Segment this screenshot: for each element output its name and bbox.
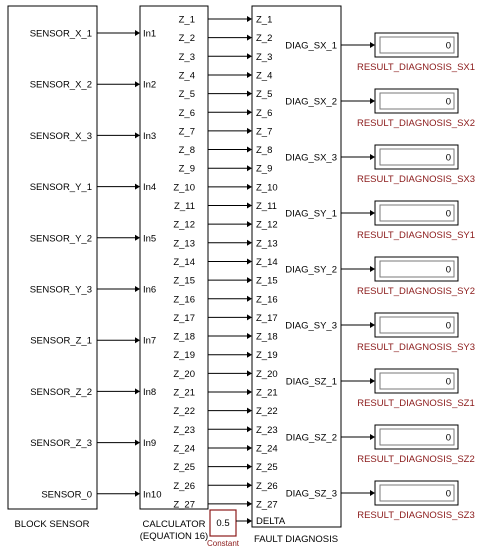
diag-arrow [370,98,375,104]
fault-output-label: DIAG_SX_3 [285,152,337,164]
display-value: 0 [445,152,451,164]
fault-input-label: Z_22 [256,406,278,418]
z-arrow [247,389,252,395]
calculator-output-label: Z_17 [173,312,195,324]
block-calculator-label-1: CALCULATOR [142,519,206,530]
display-name: RESULT_DIAGNOSIS_SY1 [356,230,476,241]
display-name: RESULT_DIAGNOSIS_SZ3 [357,510,475,521]
display-value: 0 [445,40,451,52]
z-arrow [247,314,252,320]
fault-input-label: Z_27 [256,499,278,511]
calculator-output-label: Z_27 [173,499,195,511]
constant-label: Constant [206,539,240,548]
fault-input-label: Z_12 [256,219,278,231]
calculator-input-label: In1 [143,28,157,40]
z-arrow [247,165,252,171]
calculator-output-label: Z_16 [173,294,195,306]
sensor-arrow [135,388,140,394]
sensor-port-label: SENSOR_X_2 [29,79,92,91]
calculator-output-label: Z_15 [173,275,195,287]
display-value: 0 [445,488,451,500]
calculator-output-label: Z_14 [173,256,195,268]
fault-input-label: Z_16 [256,294,278,306]
fault-input-label: Z_19 [256,350,278,362]
z-arrow [247,333,252,339]
z-arrow [247,240,252,246]
fault-output-label: DIAG_SY_1 [285,208,337,220]
fault-output-label: DIAG_SZ_3 [285,488,337,500]
fault-input-label: Z_25 [256,462,278,474]
diag-arrow [370,266,375,272]
calculator-input-label: In9 [143,438,157,450]
sensor-arrow [135,286,140,292]
sensor-arrow [135,337,140,343]
display-name: RESULT_DIAGNOSIS_SX3 [356,174,476,185]
sensor-port-label: SENSOR_Y_2 [29,233,92,245]
z-arrow [247,445,252,451]
delta-arrow [247,518,252,524]
calculator-input-label: In6 [143,284,157,296]
z-arrow [247,370,252,376]
sensor-arrow [135,184,140,190]
z-arrow [247,91,252,97]
display-field [380,205,454,221]
calculator-output-label: Z_26 [173,480,195,492]
z-arrow [247,203,252,209]
fault-input-label: Z_10 [256,182,278,194]
sensor-arrow [135,132,140,138]
calculator-output-label: Z_18 [173,331,195,343]
display-value: 0 [445,96,451,108]
fault-input-label: Z_8 [256,145,273,157]
display-field [380,93,454,109]
sensor-port-label: SENSOR_Z_1 [30,335,92,347]
calculator-output-label: Z_2 [178,33,195,45]
display-name: RESULT_DIAGNOSIS_SY2 [356,286,476,297]
calculator-output-label: Z_23 [173,424,195,436]
sensor-arrow [135,491,140,497]
diag-arrow [370,434,375,440]
sensor-port-label: SENSOR_X_3 [29,130,92,142]
fault-input-label: Z_4 [256,70,273,82]
z-arrow [247,35,252,41]
calculator-input-label: In3 [143,130,157,142]
diag-arrow [370,154,375,160]
fault-input-label: Z_17 [256,312,278,324]
sensor-port-label: SENSOR_X_1 [29,28,92,40]
diag-arrow [370,378,375,384]
fault-input-label: Z_3 [256,51,273,63]
fault-input-label: Z_23 [256,424,278,436]
fault-input-label: Z_6 [256,107,273,119]
sensor-port-label: SENSOR_Y_1 [29,182,92,194]
display-name: RESULT_DIAGNOSIS_SX2 [356,118,476,129]
display-name: RESULT_DIAGNOSIS_SZ1 [357,398,475,409]
fault-output-label: DIAG_SZ_2 [285,432,337,444]
delta-port-label: DELTA [256,516,286,527]
z-arrow [247,296,252,302]
sensor-port-label: SENSOR_Z_3 [30,438,92,450]
display-value: 0 [445,264,451,276]
fault-input-label: Z_1 [256,14,273,26]
z-arrow [247,147,252,153]
fault-output-label: DIAG_SZ_1 [285,376,337,388]
fault-input-label: Z_14 [256,256,278,268]
calculator-output-label: Z_7 [178,126,195,138]
display-value: 0 [445,376,451,388]
calculator-input-label: In7 [143,335,157,347]
z-arrow [247,464,252,470]
display-value: 0 [445,208,451,220]
calculator-input-label: In5 [143,233,157,245]
calculator-output-label: Z_24 [173,443,195,455]
display-field [380,429,454,445]
display-field [380,373,454,389]
calculator-input-label: In4 [143,182,157,194]
display-field [380,485,454,501]
calculator-output-label: Z_9 [178,163,195,175]
calculator-input-label: In2 [143,79,157,91]
z-arrow [247,109,252,115]
calculator-output-label: Z_20 [173,368,195,380]
calculator-output-label: Z_4 [178,70,195,82]
fault-input-label: Z_20 [256,368,278,380]
calculator-input-label: In8 [143,386,157,398]
fault-input-label: Z_26 [256,480,278,492]
constant-value: 0.5 [216,518,230,529]
calculator-output-label: Z_10 [173,182,195,194]
fault-input-label: Z_9 [256,163,273,175]
z-arrow [247,352,252,358]
display-field [380,37,454,53]
block-calculator-label-2: (EQUATION 16) [139,531,209,542]
calculator-output-label: Z_21 [173,387,195,399]
display-field [380,261,454,277]
fault-input-label: Z_13 [256,238,278,250]
sensor-port-label: SENSOR_Y_3 [29,284,92,296]
calculator-output-label: Z_6 [178,107,195,119]
sensor-port-label: SENSOR_Z_2 [30,386,92,398]
diag-arrow [370,490,375,496]
block-fault-diagnosis-label: FAULT DIAGNOSIS [253,534,339,545]
fault-input-label: Z_15 [256,275,278,287]
block-sensor-label: BLOCK SENSOR [14,519,90,530]
calculator-output-label: Z_13 [173,238,195,250]
display-field [380,149,454,165]
display-field [380,317,454,333]
fault-output-label: DIAG_SX_2 [285,96,337,108]
z-arrow [247,72,252,78]
sensor-arrow [135,235,140,241]
sensor-arrow [135,30,140,36]
fault-input-label: Z_2 [256,33,273,45]
calculator-output-label: Z_22 [173,406,195,418]
sensor-port-label: SENSOR_0 [41,489,92,501]
display-value: 0 [445,320,451,332]
fault-input-label: Z_5 [256,89,273,101]
z-arrow [247,408,252,414]
fault-input-label: Z_18 [256,331,278,343]
z-arrow [247,128,252,134]
calculator-output-label: Z_11 [174,201,195,212]
display-value: 0 [445,432,451,444]
z-arrow [247,426,252,432]
fault-output-label: DIAG_SY_3 [285,320,337,332]
display-name: RESULT_DIAGNOSIS_SX1 [356,62,476,73]
display-name: RESULT_DIAGNOSIS_SZ2 [357,454,475,465]
calculator-output-label: Z_5 [178,89,195,101]
sensor-arrow [135,440,140,446]
z-arrow [247,277,252,283]
fault-input-label: Z_21 [256,387,278,399]
calculator-output-label: Z_12 [173,219,195,231]
z-arrow [247,501,252,507]
fault-output-label: DIAG_SY_2 [285,264,337,276]
display-name: RESULT_DIAGNOSIS_SY3 [356,342,476,353]
fault-input-label: Z_7 [256,126,273,138]
fault-input-label: Z_24 [256,443,278,455]
calculator-output-label: Z_3 [178,51,195,63]
z-arrow [247,258,252,264]
diag-arrow [370,210,375,216]
z-arrow [247,221,252,227]
diag-arrow [370,42,375,48]
z-arrow [247,482,252,488]
z-arrow [247,184,252,190]
z-arrow [247,53,252,59]
calculator-output-label: Z_25 [173,462,195,474]
fault-input-label: Z_11 [256,201,277,212]
sensor-arrow [135,81,140,87]
fault-output-label: DIAG_SX_1 [285,40,337,52]
z-arrow [247,16,252,22]
calculator-output-label: Z_1 [178,14,195,26]
calculator-input-label: In10 [143,489,162,501]
calculator-output-label: Z_19 [173,350,195,362]
calculator-output-label: Z_8 [178,145,195,157]
diag-arrow [370,322,375,328]
